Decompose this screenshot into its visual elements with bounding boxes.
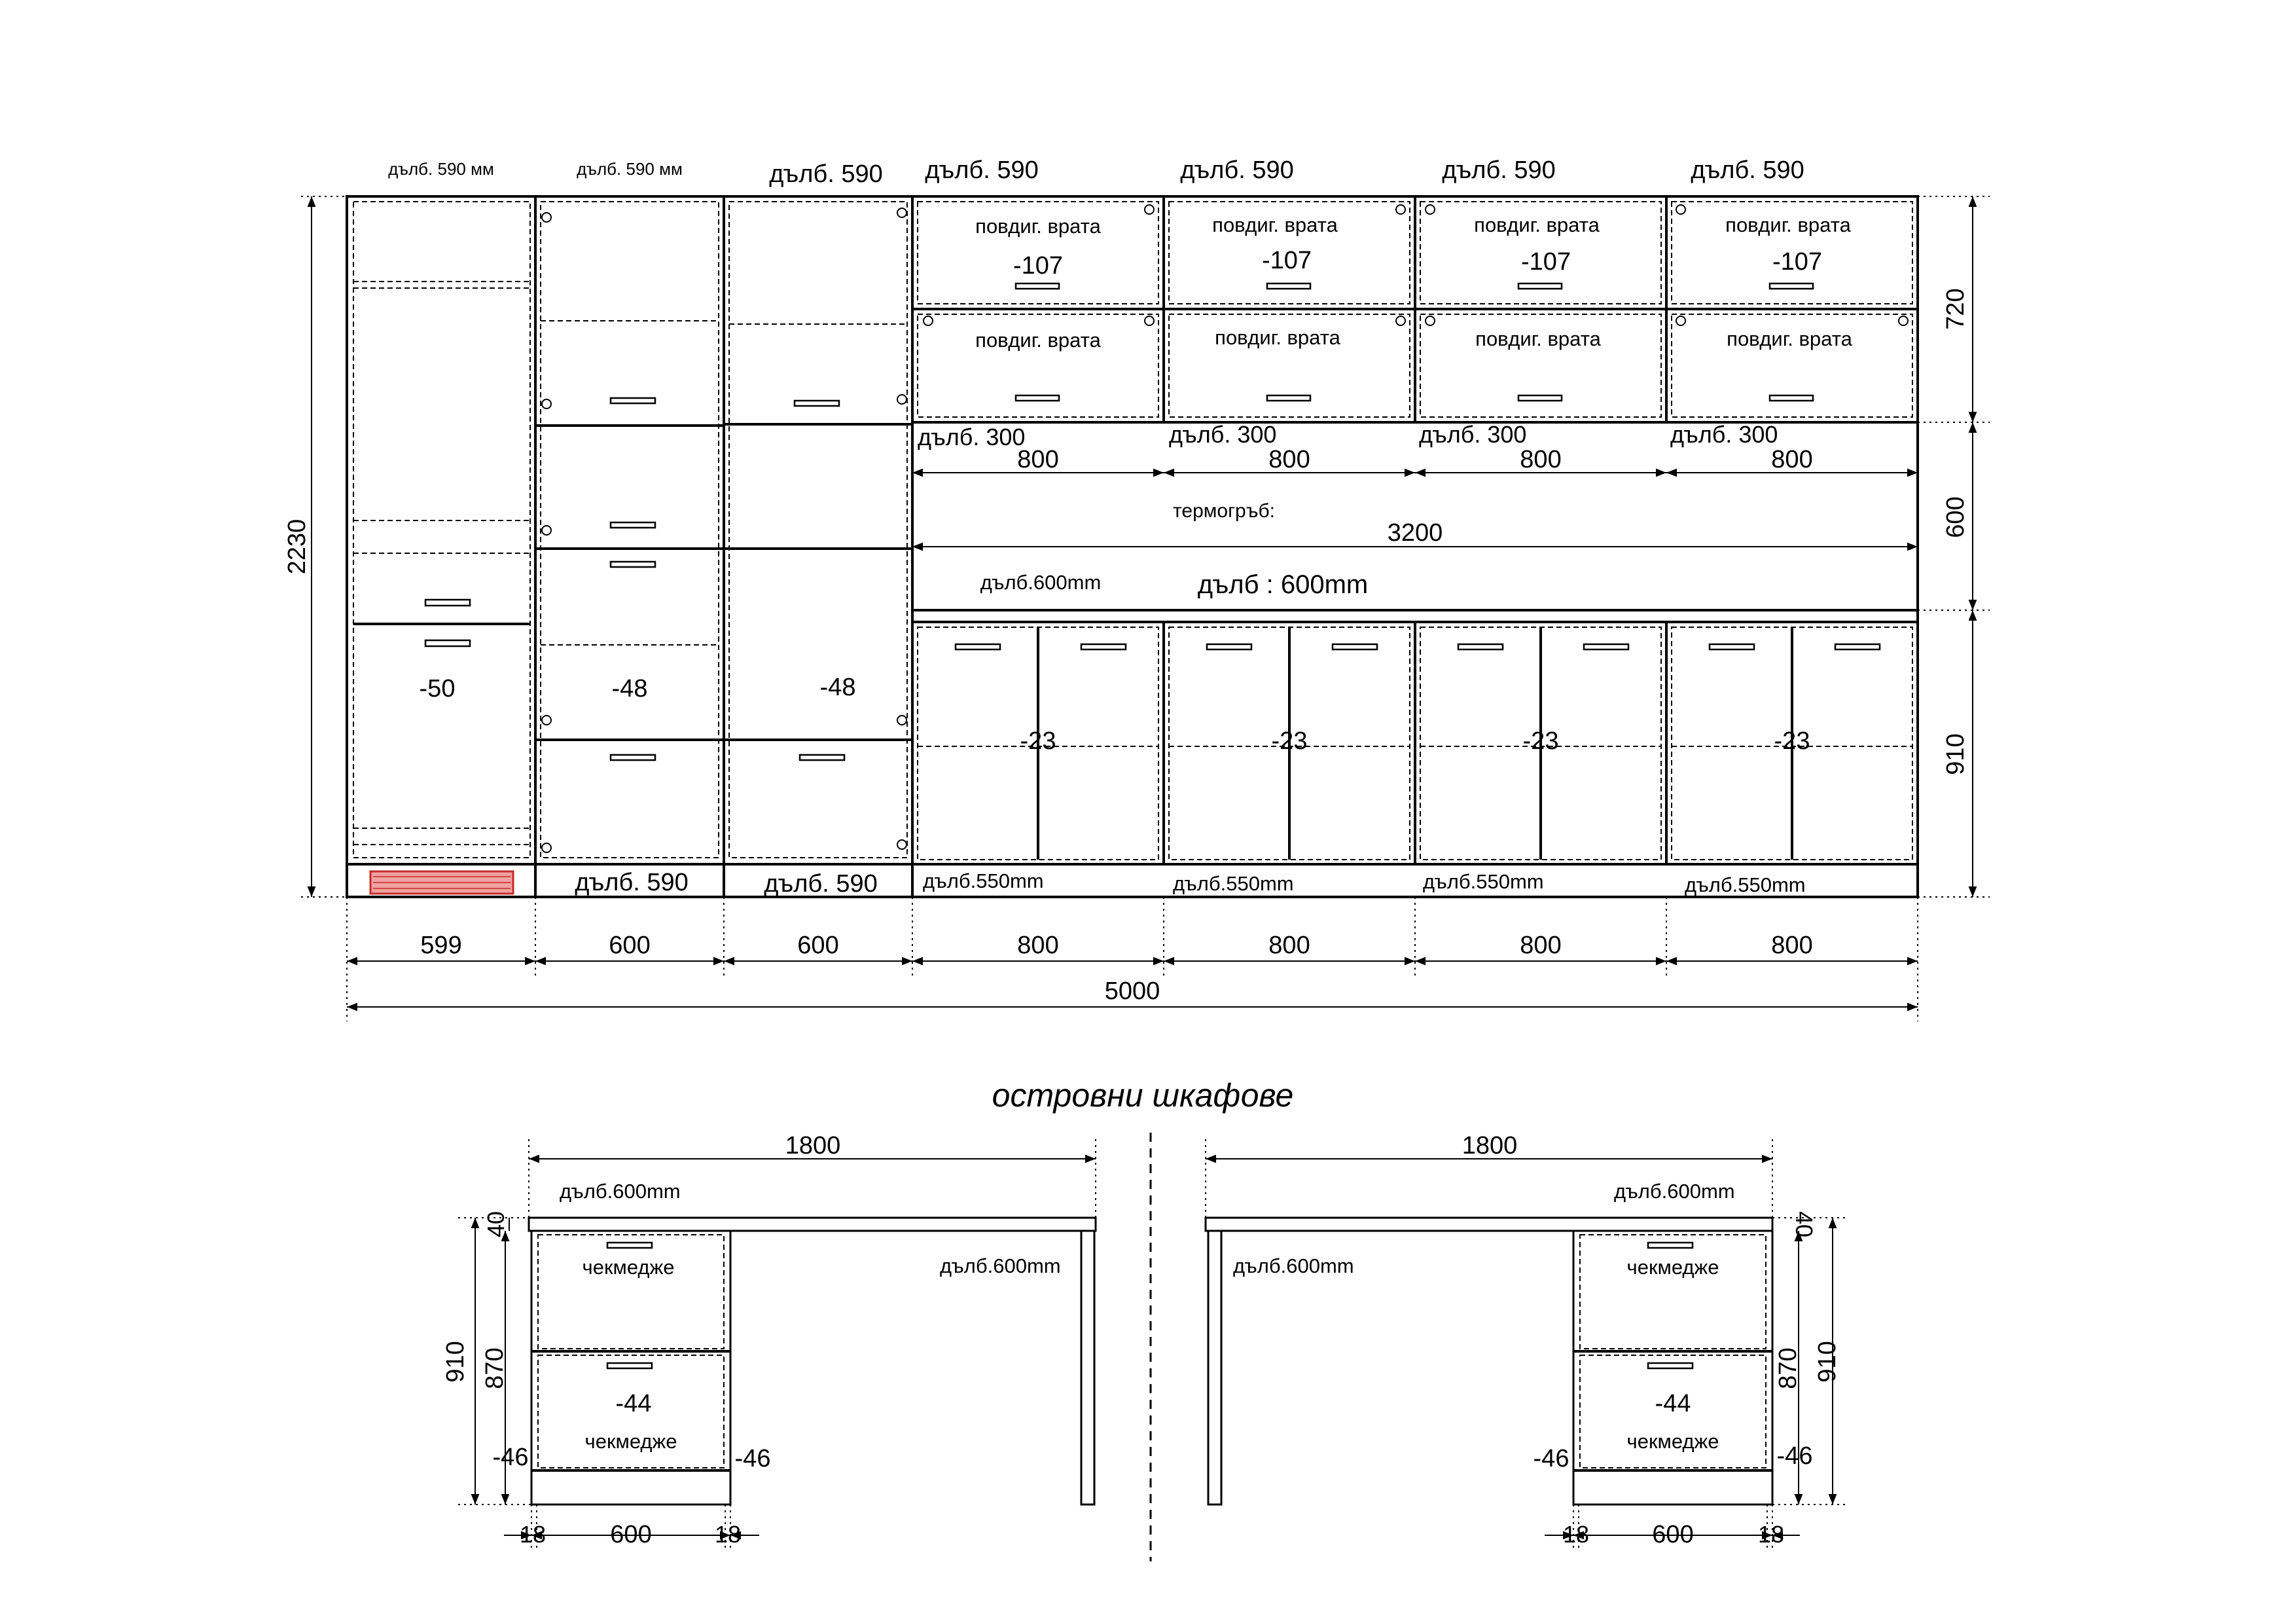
width-800-2: 800 xyxy=(1268,446,1310,473)
lift-door-label-2: повдиг. врата xyxy=(1212,213,1338,236)
lift-door-label-6: повдиг. врата xyxy=(1215,326,1340,349)
depth-header-1: дълб. 590 мм xyxy=(388,159,494,179)
base-depth-2: дълб.550mm xyxy=(1173,872,1294,895)
middle-height-label: 600 xyxy=(1942,496,1969,538)
shelf-depth-1: дълб. 300 xyxy=(918,424,1026,450)
width-col-3: 600 xyxy=(797,932,839,959)
lift-offset-2: -107 xyxy=(1261,247,1312,274)
island-right-panel-a: 18 xyxy=(1562,1521,1590,1548)
width-col-7: 800 xyxy=(1771,932,1813,959)
shelf-depth-4: дълб. 300 xyxy=(1670,421,1778,448)
shelf-depth-3: дълб. 300 xyxy=(1419,421,1527,448)
total-height-label: 2230 xyxy=(283,519,311,575)
island-left-drawer-offset: -44 xyxy=(615,1390,652,1417)
island-left xyxy=(458,1139,1096,1552)
width-col-5: 800 xyxy=(1268,932,1310,959)
base-height-label: 910 xyxy=(1942,733,1969,775)
depth-header-3: дълб. 590 xyxy=(769,160,883,188)
island-left-drawer-2: чекмедже xyxy=(584,1430,677,1453)
island-left-top-thickness: 40 xyxy=(482,1211,509,1238)
base-offset-4: -23 xyxy=(1774,727,1810,755)
lift-offset-1: -107 xyxy=(1013,252,1064,280)
island-right-top-thickness: 40 xyxy=(1791,1211,1818,1238)
island-left-cabinet-width: 600 xyxy=(610,1521,652,1548)
shelf-depth-2: дълб. 300 xyxy=(1169,421,1277,448)
depth-header-2: дълб. 590 мм xyxy=(577,159,683,179)
island-left-body-height: 870 xyxy=(481,1347,509,1389)
island-right-side-offset-b: -46 xyxy=(1776,1442,1813,1470)
island-left-side-offset-b: -46 xyxy=(734,1445,771,1472)
plinth-depth-2: дълб. 590 xyxy=(575,869,689,896)
island-left-total-height: 910 xyxy=(442,1341,469,1383)
island-right-drawer-1: чекмедже xyxy=(1626,1256,1719,1279)
plinth-depth-3: дълб. 590 xyxy=(764,870,878,898)
width-col-1: 599 xyxy=(420,932,462,959)
hood-label: термогръб: xyxy=(1173,500,1275,522)
width-800-4: 800 xyxy=(1771,446,1813,473)
island-left-drawer-1: чекмедже xyxy=(582,1256,675,1279)
island-right-drawer-2: чекмедже xyxy=(1626,1430,1719,1453)
hood-width: 3200 xyxy=(1387,519,1443,547)
tall-cabinet-2 xyxy=(535,202,724,864)
depth-header-4: дълб. 590 xyxy=(925,156,1039,184)
island-right-texts xyxy=(1233,1132,1841,1548)
width-col-6: 800 xyxy=(1520,932,1562,959)
island-right-drawer-offset: -44 xyxy=(1655,1390,1691,1417)
island-right-length: 1800 xyxy=(1462,1132,1518,1159)
base-offset-1: -23 xyxy=(1020,727,1056,755)
island-right-panel-b: 18 xyxy=(1757,1521,1785,1548)
island-right-side-offset-a: -46 xyxy=(1533,1445,1570,1472)
upper-height-label: 720 xyxy=(1942,288,1969,330)
hood-depth-a: дълб.600mm xyxy=(980,571,1102,594)
base-offset-2: -23 xyxy=(1271,727,1308,755)
depth-header-5: дълб. 590 xyxy=(1180,156,1294,184)
island-right xyxy=(1206,1139,1846,1552)
island-left-length: 1800 xyxy=(785,1132,841,1159)
kitchen-wall-elevation xyxy=(301,196,1990,1021)
island-right-body-height: 870 xyxy=(1774,1347,1802,1389)
hood-depth-b: дълб : 600mm xyxy=(1197,570,1369,599)
total-width-label: 5000 xyxy=(1104,977,1160,1005)
depth-header-7: дълб. 590 xyxy=(1691,156,1804,184)
tall-offset-1: -50 xyxy=(419,675,456,702)
island-left-depth-leg: дълб.600mm xyxy=(940,1254,1061,1277)
lift-door-label-7: повдиг. врата xyxy=(1475,327,1601,350)
lift-door-label-5: повдиг. врата xyxy=(975,329,1101,352)
lift-door-label-4: повдиг. врата xyxy=(1725,213,1851,236)
width-800-3: 800 xyxy=(1520,446,1562,473)
lift-offset-4: -107 xyxy=(1772,248,1823,276)
lift-door-label-8: повдиг. врата xyxy=(1727,327,1852,350)
island-left-panel-a: 18 xyxy=(519,1521,547,1548)
depth-header-6: дълб. 590 xyxy=(1442,156,1556,184)
island-left-depth-top: дълб.600mm xyxy=(560,1180,681,1203)
island-right-total-height: 910 xyxy=(1814,1341,1841,1383)
island-left-panel-b: 18 xyxy=(714,1521,742,1548)
width-col-4: 800 xyxy=(1017,932,1059,959)
island-left-side-offset-a: -46 xyxy=(492,1444,529,1471)
island-right-depth-top: дълб.600mm xyxy=(1614,1180,1735,1203)
lift-door-label-1: повдиг. врата xyxy=(975,215,1101,238)
tall-offset-2: -48 xyxy=(611,675,648,702)
island-title: островни шкафове xyxy=(992,1077,1294,1114)
island-right-cabinet-width: 600 xyxy=(1652,1521,1694,1548)
base-depth-3: дълб.550mm xyxy=(1423,870,1544,893)
width-col-2: 600 xyxy=(609,932,651,959)
base-depth-4: дълб.550mm xyxy=(1685,873,1806,896)
tall-offset-3: -48 xyxy=(819,674,856,701)
lift-door-label-3: повдиг. врата xyxy=(1474,213,1600,236)
base-depth-1: дълб.550mm xyxy=(923,869,1044,892)
tall-cabinet-3 xyxy=(724,202,912,864)
base-offset-3: -23 xyxy=(1522,727,1559,755)
width-800-1: 800 xyxy=(1017,446,1059,473)
tall-cabinet-1 xyxy=(347,202,535,894)
island-right-depth-leg: дълб.600mm xyxy=(1233,1254,1354,1277)
island-left-texts xyxy=(442,1132,1061,1548)
lift-offset-3: -107 xyxy=(1520,248,1571,276)
